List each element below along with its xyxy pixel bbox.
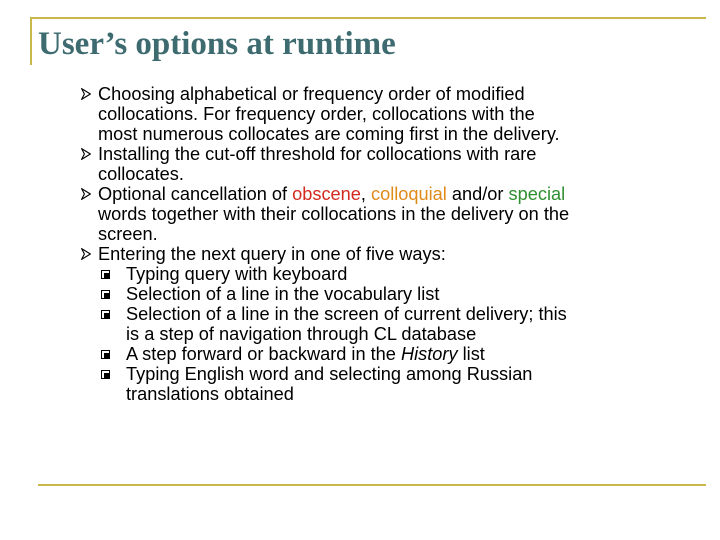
- obscene-term: obscene: [292, 184, 361, 204]
- sub-item: [98, 304, 698, 344]
- bullet-line: Choosing alphabetical or frequency order of modified: [98, 84, 525, 104]
- checkbox-bullet-icon: [101, 370, 110, 379]
- bullet-item: [98, 184, 698, 244]
- separator-text: and/or: [446, 184, 509, 204]
- frame-left-rule: [30, 17, 32, 65]
- bullet-line: screen.: [98, 224, 158, 244]
- frame-bottom-rule: [38, 484, 706, 486]
- sub-item: [98, 284, 698, 304]
- arrowhead-bullet-icon: [81, 248, 91, 260]
- slide-title: User’s options at runtime: [38, 26, 396, 62]
- sub-item-text: A step forward or backward in the: [126, 344, 401, 364]
- bullet-line: most numerous collocates are coming first in the delivery.: [98, 124, 560, 144]
- sub-item-line: Typing query with keyboard: [126, 264, 348, 284]
- bullet-line: Installing the cut-off threshold for collocations with rare: [98, 144, 537, 164]
- arrowhead-bullet-icon: [81, 88, 91, 100]
- bullet-item: [98, 244, 698, 404]
- arrowhead-bullet-icon: [81, 148, 91, 160]
- bullet-line: collocates.: [98, 164, 184, 184]
- bullet-line: collocations. For frequency order, collocations with the: [98, 104, 535, 124]
- sub-item-line: Selection of a line in the screen of current delivery; this: [126, 304, 567, 324]
- sub-item-text: list: [457, 344, 485, 364]
- separator-text: ,: [360, 184, 371, 204]
- sub-item-line: [126, 344, 698, 364]
- bullet-item: [98, 84, 698, 144]
- checkbox-bullet-icon: [101, 310, 110, 319]
- frame-top-rule: [30, 17, 706, 19]
- bullet-line: Entering the next query in one of five ways:: [98, 244, 446, 264]
- special-term: special: [508, 184, 566, 204]
- slide-content: [98, 84, 698, 404]
- checkbox-bullet-icon: [101, 270, 110, 279]
- colloquial-term: colloquial: [371, 184, 447, 204]
- checkbox-bullet-icon: [101, 290, 110, 299]
- bullet-line: [98, 184, 698, 204]
- bullet-line: words together with their collocations in the delivery on the: [98, 204, 570, 224]
- bullet-item: [98, 144, 698, 184]
- checkbox-bullet-icon: [101, 350, 110, 359]
- sub-item: [98, 344, 698, 364]
- sub-item-line: is a step of navigation through CL database: [126, 324, 477, 344]
- sub-item: [98, 364, 698, 404]
- bullet-text: Optional cancellation of: [98, 184, 293, 204]
- sub-item: [98, 264, 698, 284]
- sub-item-line: Typing English word and selecting among Russian: [126, 364, 533, 384]
- sub-item-line: Selection of a line in the vocabulary list: [126, 284, 440, 304]
- arrowhead-bullet-icon: [81, 188, 91, 200]
- sub-item-line: translations obtained: [126, 384, 294, 404]
- history-term: History: [400, 344, 458, 364]
